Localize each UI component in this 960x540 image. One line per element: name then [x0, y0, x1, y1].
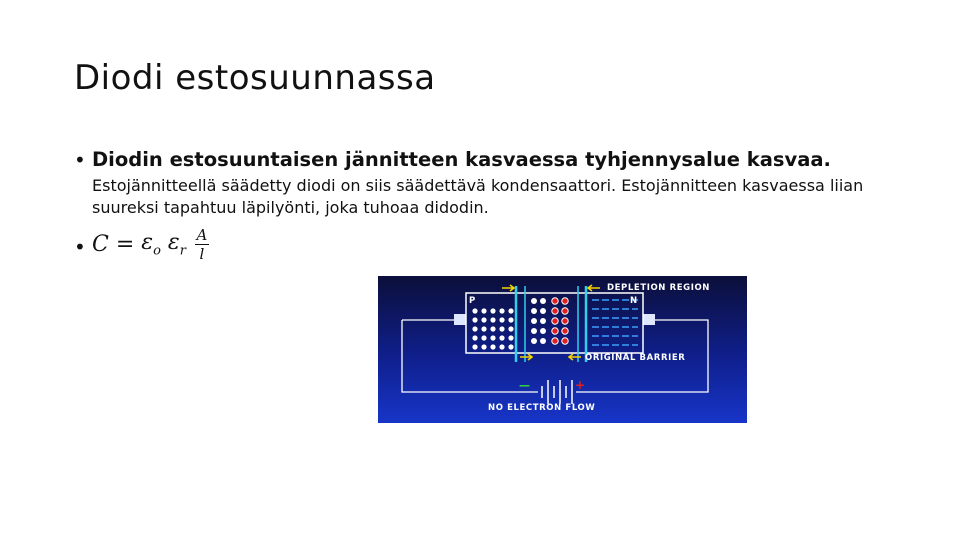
- contact-left: [454, 314, 466, 325]
- hole-dot: [481, 326, 486, 331]
- label-original-barrier: ORIGINAL BARRIER: [585, 353, 686, 363]
- bullet-item-2: [74, 227, 874, 262]
- contact-right: [643, 314, 655, 325]
- negative-ion: [531, 308, 537, 314]
- hole-dot: [472, 317, 477, 322]
- positive-ion: [552, 338, 558, 344]
- positive-ion: [562, 338, 568, 344]
- hole-dot: [490, 344, 495, 349]
- eps-symbol: ε: [167, 230, 180, 256]
- hole-dot: [481, 308, 486, 313]
- eps-sub-r: r: [179, 243, 186, 259]
- positive-ion: [552, 318, 558, 324]
- label-depletion-region: DEPLETION REGION: [607, 283, 711, 293]
- negative-ion: [540, 318, 546, 324]
- battery-minus: —: [519, 379, 530, 392]
- diode-reverse-bias-figure: [378, 276, 747, 423]
- hole-dot: [472, 308, 477, 313]
- label-no-electron-flow: NO ELECTRON FLOW: [488, 403, 596, 413]
- hole-dot: [481, 317, 486, 322]
- p-region-holes: [472, 308, 513, 349]
- arrow-right-icon: [502, 285, 514, 291]
- formula-eps-r: [168, 230, 186, 258]
- hole-dot: [499, 308, 504, 313]
- hole-dot: [508, 308, 513, 313]
- bullet-subtext: Estojännitteellä säädetty diodi on siis säädettävä kondensaattori. Estojännitteen kasvaessa liian suureksi tapahtuu läpilyönti, joka tuhoaa didodin.: [92, 176, 864, 217]
- n-region-electrons: [592, 300, 638, 345]
- hole-dot: [508, 344, 513, 349]
- negative-ion: [540, 338, 546, 344]
- depletion-ions: [531, 298, 568, 344]
- negative-ion: [531, 338, 537, 344]
- hole-dot: [508, 335, 513, 340]
- formula-eps-0: [141, 230, 161, 258]
- bullet-heading: Diodin estosuuntaisen jännitteen kasvaessa tyhjennysalue kasvaa.: [92, 148, 831, 171]
- bullet-dot: •: [74, 148, 86, 172]
- hole-dot: [499, 335, 504, 340]
- label-p: P: [469, 296, 476, 306]
- arrow-right-icon: [520, 354, 532, 360]
- negative-ion: [540, 298, 546, 304]
- positive-ion: [552, 298, 558, 304]
- negative-ion: [540, 328, 546, 334]
- positive-ion: [562, 308, 568, 314]
- battery-plus: +: [575, 378, 586, 392]
- slide-title: Diodi estosuunnassa: [74, 58, 436, 98]
- hole-dot: [499, 344, 504, 349]
- arrow-left-icon: [588, 285, 600, 291]
- negative-ion: [531, 318, 537, 324]
- positive-ion: [562, 318, 568, 324]
- positive-ion: [552, 328, 558, 334]
- eps-sub-o: o: [153, 243, 161, 259]
- hole-dot: [490, 335, 495, 340]
- formula-equals: =: [115, 232, 135, 257]
- hole-dot: [472, 335, 477, 340]
- bullet-list: [74, 148, 874, 262]
- hole-dot: [481, 344, 486, 349]
- negative-ion: [531, 298, 537, 304]
- hole-dot: [490, 326, 495, 331]
- formula-fraction: [195, 227, 209, 262]
- positive-ion: [562, 328, 568, 334]
- hole-dot: [490, 317, 495, 322]
- negative-ion: [531, 328, 537, 334]
- formula-c: C: [92, 232, 109, 257]
- hole-dot: [499, 326, 504, 331]
- positive-ion: [562, 298, 568, 304]
- arrow-left-icon: [569, 354, 581, 360]
- capacitance-formula: [92, 227, 874, 262]
- positive-ion: [552, 308, 558, 314]
- negative-ion: [540, 308, 546, 314]
- hole-dot: [508, 326, 513, 331]
- hole-dot: [481, 335, 486, 340]
- hole-dot: [472, 344, 477, 349]
- bullet-item-1: [74, 148, 874, 219]
- label-n: N: [630, 296, 638, 306]
- bullet-dot: •: [74, 235, 86, 259]
- eps-symbol: ε: [141, 230, 154, 256]
- hole-dot: [490, 308, 495, 313]
- battery-icon: [542, 380, 572, 404]
- fraction-numerator: A: [196, 226, 208, 244]
- hole-dot: [508, 317, 513, 322]
- hole-dot: [499, 317, 504, 322]
- diode-diagram: [378, 276, 747, 423]
- hole-dot: [472, 326, 477, 331]
- fraction-denominator: l: [199, 245, 205, 263]
